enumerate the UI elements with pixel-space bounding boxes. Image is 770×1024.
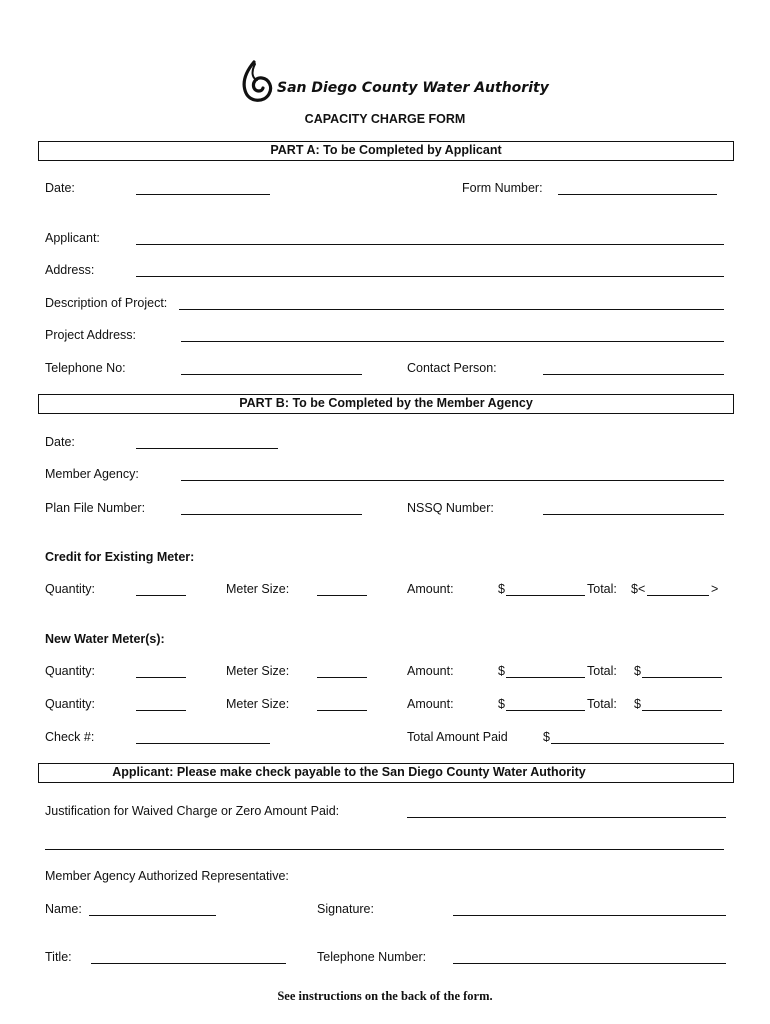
check-payable-notice-text: Applicant: Please make check payable to the San Diego County Water Authority (112, 765, 586, 779)
telephone-number-field[interactable] (453, 963, 726, 964)
contact-person-field[interactable] (543, 374, 724, 375)
check-field[interactable] (136, 743, 270, 744)
credit-total-open: $< (631, 582, 646, 596)
signature-field[interactable] (453, 915, 726, 916)
nssq-field[interactable] (543, 514, 724, 515)
credit-quantity-label: Quantity: (45, 582, 96, 596)
new-meter-size-field-1[interactable] (317, 677, 367, 678)
credit-meter-size-label: Meter Size: (226, 582, 290, 596)
total-paid-label: Total Amount Paid (407, 730, 508, 744)
new-amount-field-2[interactable] (506, 710, 585, 711)
credit-meter-size-field[interactable] (317, 595, 367, 596)
plan-file-field[interactable] (181, 514, 362, 515)
address-field[interactable] (136, 276, 724, 277)
telephone-label: Telephone No: (45, 361, 126, 375)
part-b-heading: PART B: To be Completed by the Member Agency (38, 394, 734, 414)
date-label: Date: (45, 181, 75, 195)
org-name: San Diego County Water Authority (277, 80, 549, 96)
nssq-label: NSSQ Number: (407, 501, 494, 515)
new-quantity-label-2: Quantity: (45, 697, 96, 711)
check-payable-notice (38, 763, 734, 783)
justification-field[interactable] (407, 817, 726, 818)
water-drop-logo-icon (240, 60, 274, 104)
footer-instructions: See instructions on the back of the form. (277, 989, 493, 1003)
new-meter-size-field-2[interactable] (317, 710, 367, 711)
part-b-date-label: Date: (45, 435, 75, 449)
credit-total-field[interactable] (647, 595, 709, 596)
credit-heading: Credit for Existing Meter: (45, 550, 195, 564)
name-label: Name: (45, 902, 82, 916)
applicant-field[interactable] (136, 244, 724, 245)
description-field[interactable] (179, 309, 724, 310)
project-address-field[interactable] (181, 341, 724, 342)
new-amount-label-2: Amount: (407, 697, 454, 711)
new-amount-dollar-1: $ (498, 664, 505, 678)
description-label: Description of Project: (45, 296, 168, 310)
form-title: CAPACITY CHARGE FORM (304, 112, 466, 126)
member-agency-field[interactable] (181, 480, 724, 481)
new-total-label-1: Total: (587, 664, 617, 678)
new-amount-label-1: Amount: (407, 664, 454, 678)
form-number-label: Form Number: (462, 181, 543, 195)
new-quantity-label-1: Quantity: (45, 664, 96, 678)
check-label: Check #: (45, 730, 95, 744)
new-meter-size-label-2: Meter Size: (226, 697, 290, 711)
total-paid-dollar: $ (543, 730, 550, 744)
applicant-label: Applicant: (45, 231, 100, 245)
new-quantity-field-1[interactable] (136, 677, 186, 678)
title-label: Title: (45, 950, 72, 964)
new-amount-field-1[interactable] (506, 677, 585, 678)
form-number-field[interactable] (558, 194, 717, 195)
credit-total-close: > (711, 582, 719, 596)
telephone-number-label: Telephone Number: (317, 950, 427, 964)
new-total-label-2: Total: (587, 697, 617, 711)
credit-amount-dollar: $ (498, 582, 505, 596)
total-paid-field[interactable] (551, 743, 724, 744)
contact-person-label: Contact Person: (407, 361, 497, 375)
member-agency-label: Member Agency: (45, 467, 139, 481)
credit-quantity-field[interactable] (136, 595, 186, 596)
telephone-field[interactable] (181, 374, 362, 375)
project-address-label: Project Address: (45, 328, 137, 342)
new-quantity-field-2[interactable] (136, 710, 186, 711)
address-label: Address: (45, 263, 95, 277)
signature-label: Signature: (317, 902, 374, 916)
justification-label: Justification for Waived Charge or Zero Amount Paid: (45, 804, 340, 818)
credit-total-label: Total: (587, 582, 617, 596)
new-total-dollar-2: $ (634, 697, 641, 711)
title-field[interactable] (91, 963, 286, 964)
authorized-rep-label: Member Agency Authorized Representative: (45, 869, 289, 883)
credit-amount-label: Amount: (407, 582, 454, 596)
name-field[interactable] (89, 915, 216, 916)
new-total-dollar-1: $ (634, 664, 641, 678)
new-total-field-1[interactable] (642, 677, 722, 678)
new-meter-heading: New Water Meter(s): (45, 632, 165, 646)
justification-field-line-2[interactable] (45, 849, 724, 850)
date-field[interactable] (136, 194, 270, 195)
plan-file-label: Plan File Number: (45, 501, 146, 515)
new-total-field-2[interactable] (642, 710, 722, 711)
credit-amount-field[interactable] (506, 595, 585, 596)
new-amount-dollar-2: $ (498, 697, 505, 711)
part-b-date-field[interactable] (136, 448, 278, 449)
new-meter-size-label-1: Meter Size: (226, 664, 290, 678)
part-a-heading: PART A: To be Completed by Applicant (38, 141, 734, 161)
